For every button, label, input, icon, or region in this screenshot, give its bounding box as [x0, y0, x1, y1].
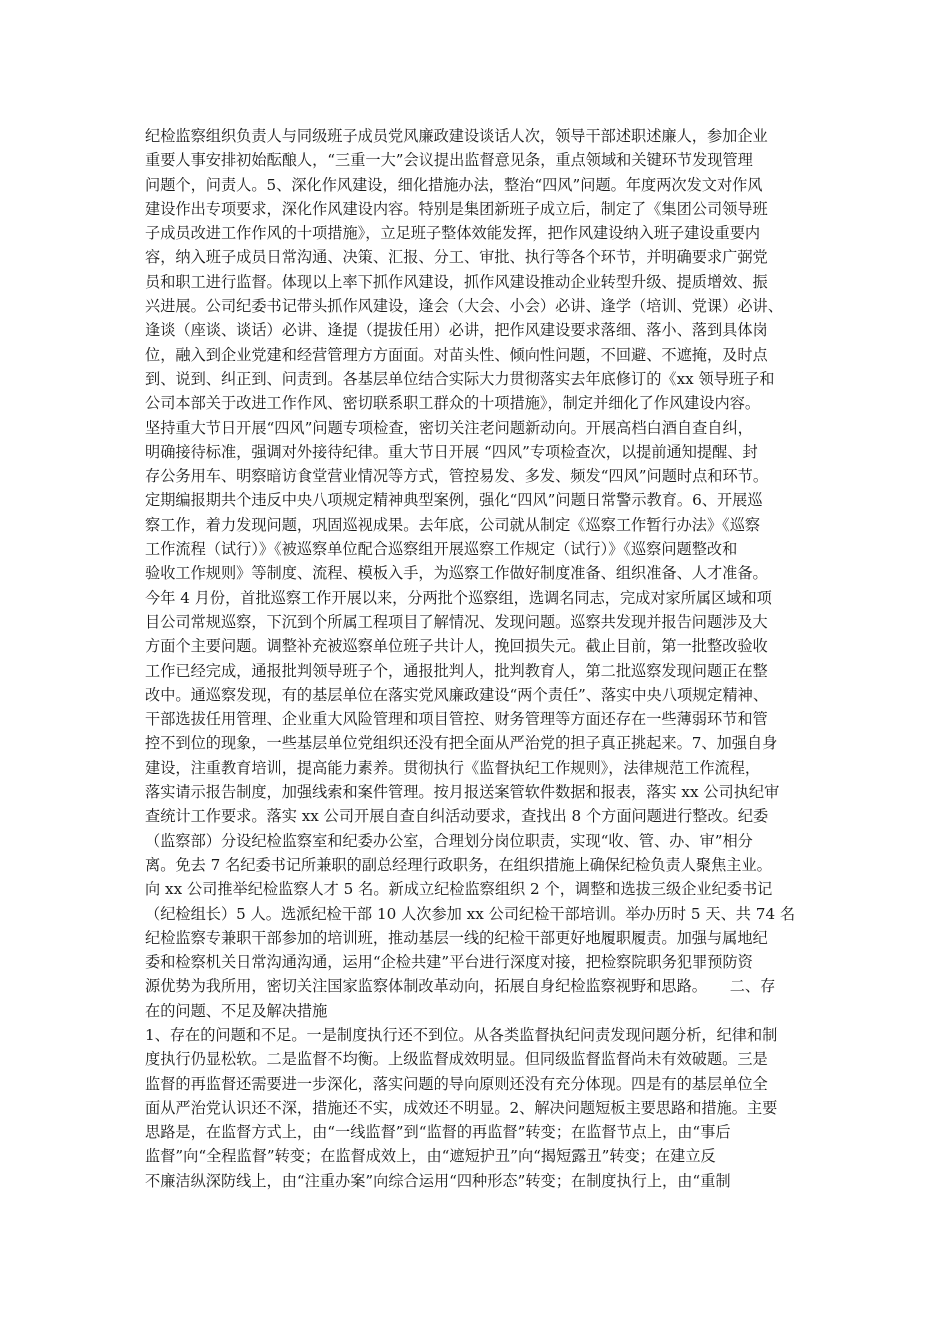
text-line: 兴进展。公司纪委书记带头抓作风建设，逢会（大会、小会）必讲、逢学（培训、党课）必讲、	[145, 297, 783, 316]
text-line: 查统计工作要求。落实 xx 公司开展自查自纠活动要求，查找出 8 个方面问题进行整改。纪委	[145, 807, 769, 826]
text-line: 委和检察机关日常沟通沟通，运用“企检共建”平台进行深度对接，把检察院职务犯罪预防资	[145, 953, 753, 972]
text-line: 纪检监察专兼职干部参加的培训班，推动基层一线的纪检干部更好地履职履责。加强与属地纪	[145, 928, 768, 947]
text-line: 改中。通巡察发现，有的基层单位在落实党风廉政建设“两个责任”、落实中央八项规定精神、	[145, 685, 769, 704]
text-line: 察工作，着力发现问题，巩固巡视成果。去年底，公司就从制定《巡察工作暂行办法》《巡察	[145, 515, 761, 534]
text-line: 落实请示报告制度，加强线索和案件管理。按月报送案管软件数据和报表，落实 xx 公司执纪审	[145, 783, 780, 802]
text-line: 纪检监察组织负责人与同级班子成员党风廉政建设谈话人次，领导干部述职述廉人，参加企业	[145, 127, 768, 145]
text-line: （纪检组长）5 人。选派纪检干部 10 人次参加 xx 公司纪检干部培训。举办历时 5 天、共 74 名	[145, 904, 796, 923]
text-line: 定期编报期共个违反中央八项规定精神典型案例，强化“四风”问题日常警示教育。6、开展巡	[145, 491, 763, 510]
text-line: 明确接待标准，强调对外接待纪律。重大节日开展 “四风”专项检查次，以提前通知提醒、封	[145, 442, 758, 461]
text-line: 工作已经完成，通报批判领导班子个，通报批判人，批判教育人，第二批巡察发现问题正在整	[145, 661, 768, 680]
text-line: 今年 4 月份，首批巡察工作开展以来，分两批个巡察组，选调名同志，完成对家所属区域和项	[145, 588, 772, 607]
text-line: 监督的再监督还需要进一步深化，落实问题的导向原则还没有充分体现。四是有的基层单位全	[145, 1074, 768, 1093]
text-line: 到、说到、纠正到、问责到。各基层单位结合实际大力贯彻落实去年底修订的《xx 领导班子和	[145, 369, 775, 388]
text-line: 工作流程（试行）》《被巡察单位配合巡察组开展巡察工作规定（试行）》《巡察问题整改和	[145, 540, 738, 559]
section-heading-line: 在的问题、不足及解决措施	[145, 1001, 328, 1020]
text-line: 方面个主要问题。调整补充被巡察单位班子共计人，挽回损失元。截止目前，第一批整改验收	[145, 637, 768, 656]
text-line: 位，融入到企业党建和经营管理方方面面。对苗头性、倾向性问题，不回避、不遮掩，及时点	[145, 345, 768, 364]
text-line: （监察部）分设纪检监察室和纪委办公室，合理划分岗位职责，实现“收、管、办、审”相分	[145, 831, 753, 850]
text-line: 子成员改进工作作风的十项措施》，立足班子整体效能发挥，把作风建设纳入班子建设重要内	[145, 224, 761, 243]
text-line: 存公务用车、明察暗访食堂营业情况等方式，管控易发、多发、频发“四风”问题时点和环节。	[145, 467, 769, 486]
text-line: 思路是，在监督方式上，由“一线监督”到“监督的再监督”转变；在监督节点上，由“事后	[145, 1123, 731, 1142]
text-line: 1、存在的问题和不足。一是制度执行还不到位。从各类监督执纪问责发现问题分析，纪律和制	[145, 1025, 778, 1044]
text-line: 干部选拔任用管理、企业重大风险管理和项目管控、财务管理等方面还存在一些薄弱环节和管	[145, 710, 768, 729]
text-line: 坚持重大节日开展“四风”问题专项检查，密切关注老问题新动向。开展高档白酒自查自纠，	[145, 418, 753, 437]
text-line: 建设作出专项要求，深化作风建设内容。特别是集团新班子成立后，制定了《集团公司领导班	[145, 199, 768, 218]
text-line: 问题个，问责人。5、深化作风建设，细化措施办法，整治“四风”问题。年度两次发文对作风	[145, 175, 763, 194]
text-line: 逢谈（座谈、谈话）必讲、逢提（提拔任用）必讲，把作风建设要求落细、落小、落到具体岗	[145, 321, 768, 340]
text-line: 重要人事安排初始酝酿人，“三重一大”会议提出监督意见条，重点领域和关键环节发现管理	[145, 151, 753, 170]
text-line: 源优势为我所用，密切关注国家监察体制改革动向，拓展自身纪检监察视野和思路。 二、存	[145, 977, 776, 996]
text-line: 度执行仍显松软。二是监督不均衡。上级监督成效明显。但同级监督监督尚未有效破题。三是	[145, 1050, 768, 1069]
text-line: 建设，注重教育培训，提高能力素养。贯彻执行《监督执纪工作规则》，法律规范工作流程，	[145, 758, 761, 777]
document-body	[145, 124, 808, 1193]
text-line: 验收工作规则》等制度、流程、模板入手，为巡察工作做好制度准备、组织准备、人才准备。	[145, 564, 768, 583]
text-line: 不廉洁纵深防线上，由“注重办案”向综合运用“四种形态”转变；在制度执行上，由“重制	[145, 1171, 731, 1190]
text-line: 容，纳入班子成员日常沟通、决策、汇报、分工、审批、执行等各个环节，并明确要求广弼党	[145, 248, 768, 267]
text-line: 离。免去 7 名纪委书记所兼职的副总经理行政职务，在组织措施上确保纪检负责人聚焦主业。	[145, 855, 772, 874]
text-line: 员和职工进行监督。体现以上率下抓作风建设，抓作风建设推动企业转型升级、提质增效、振	[145, 272, 768, 291]
text-line: 监督”向“全程监督”转变；在监督成效上，由“遮短护丑”向“揭短露丑”转变；在建立反	[145, 1147, 716, 1166]
text-line: 面从严治党认识还不深，措施还不实，成效还不明显。2、解决问题短板主要思路和措施。主要	[145, 1098, 778, 1117]
text-line: 向 xx 公司推举纪检监察人才 5 名。新成立纪检监察组织 2 个，调整和选拔三级企业纪委书记	[145, 880, 773, 899]
text-line: 目公司常规巡察，下沉到个所属工程项目了解情况、发现问题。巡察共发现并报告问题涉及大	[145, 612, 768, 631]
text-line: 公司本部关于改进工作作风、密切联系职工群众的十项措施》，制定并细化了作风建设内容。	[145, 394, 761, 413]
text-line: 控不到位的现象，一些基层单位党组织还没有把全面从严治党的担子真正挑起来。7、加强自身	[145, 734, 778, 753]
